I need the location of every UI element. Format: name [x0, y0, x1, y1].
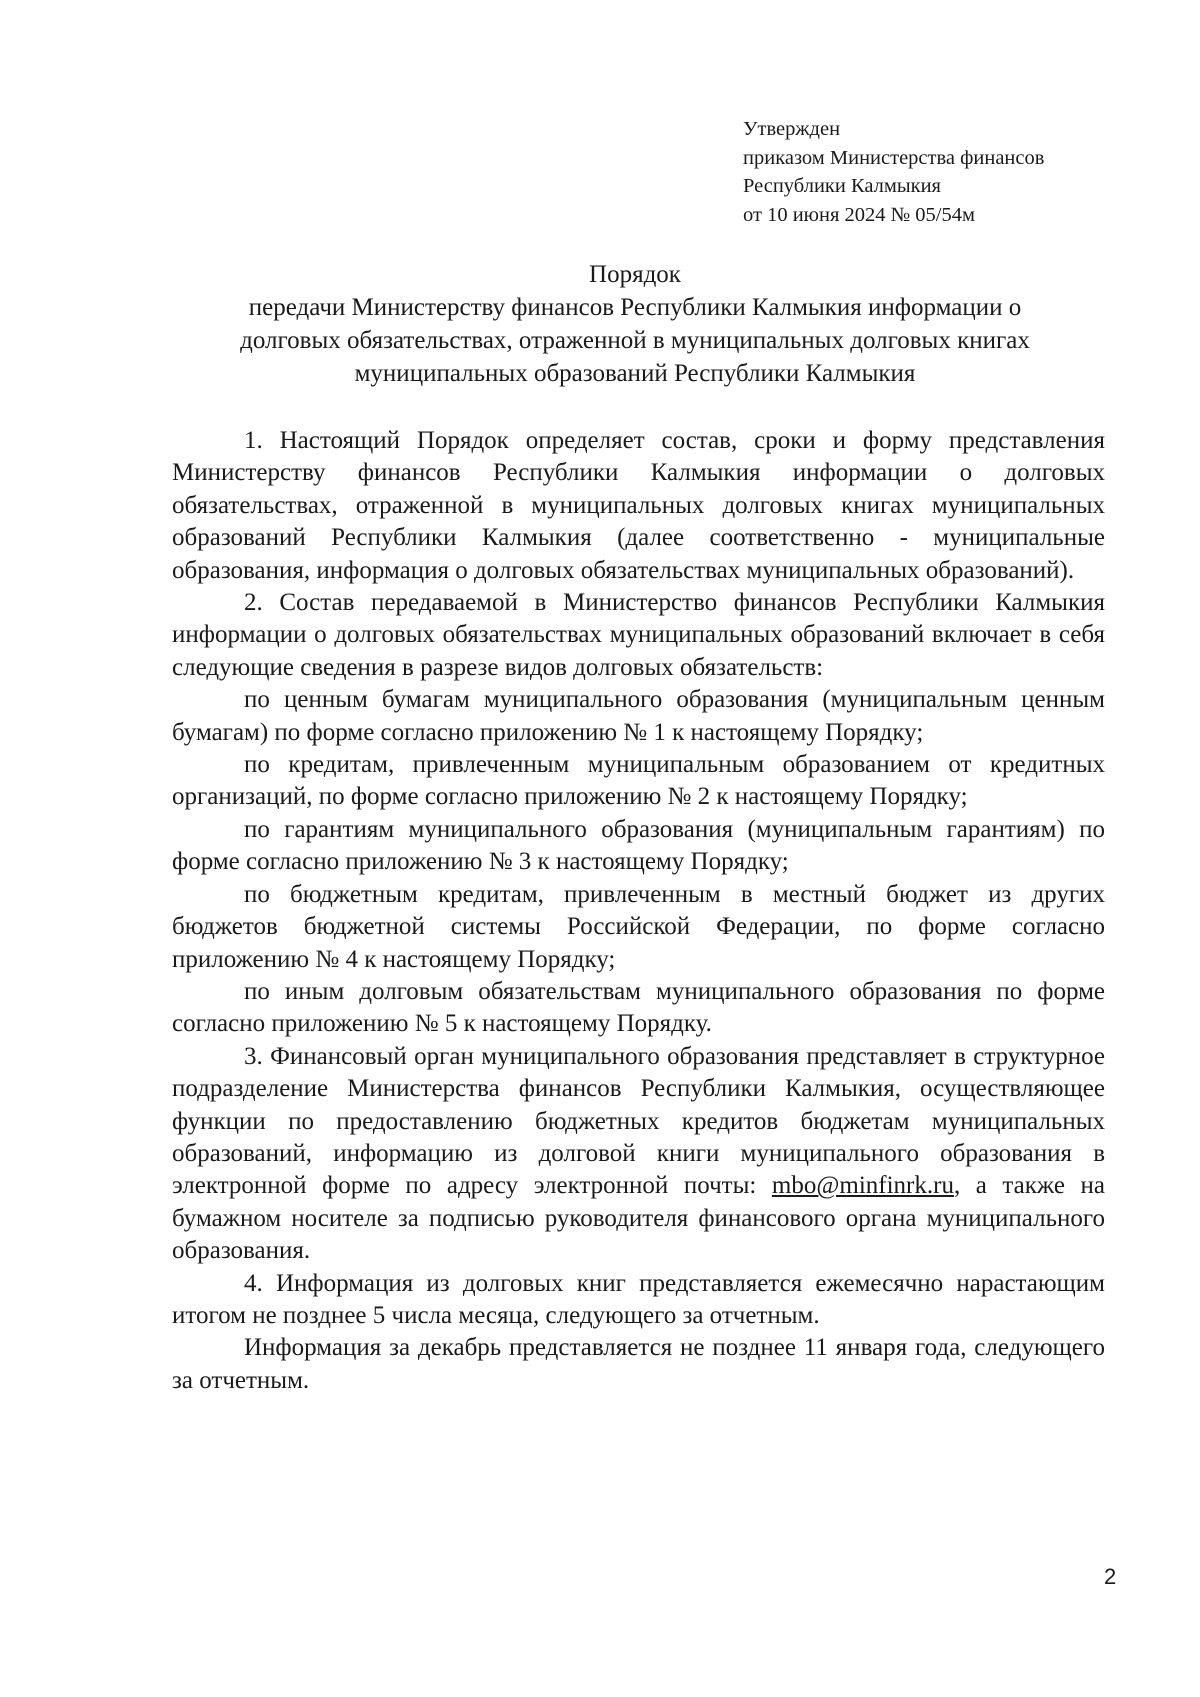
- approval-line: Республики Калмыкия: [743, 175, 941, 197]
- approval-date: от 10 июня 2024 № 05/54м: [743, 203, 975, 226]
- list-item-budget-credits: по бюджетным кредитам, привлеченным в местный бюджет из других бюджетов бюджетной системы Российской Федерации, по форме согласно приложению № 4 к настоящему Порядку;: [172, 880, 1105, 973]
- approval-line: приказом Министерства финансов: [743, 146, 1045, 169]
- title-line: муниципальных образований Республики Калмыкия: [354, 360, 916, 387]
- approval-stamp: [743, 115, 1044, 229]
- list-item-other-obligations: по иным долговым обязательствам муниципального образования по форме согласно приложению № 5 к настоящему Порядку.: [172, 977, 1105, 1038]
- document-title: [170, 258, 1100, 390]
- paragraph-4: 4. Информация из долговых книг представляется ежемесячно нарастающим итогом не позднее 5 числа месяца, следующего за отчетным.: [172, 1269, 1105, 1329]
- list-item-guarantees: по гарантиям муниципального образования (муниципальным гарантиям) по форме согласно приложению № 3 к настоящему Порядку;: [172, 815, 1105, 876]
- email-link[interactable]: mbo@minfinrk.ru: [771, 1172, 954, 1200]
- page-number: 2: [1104, 1564, 1117, 1589]
- paragraph-5: Информация за декабрь представляется не позднее 11 января года, следующего за отчетным.: [172, 1334, 1105, 1394]
- paragraph-3: [172, 1041, 1105, 1268]
- paragraph-3-text: 3. Финансовый орган муниципального образования представляет в структурное подразделение Министерства финансов Республики Калмыкия, осуществляющее функции по предоставлению бюджетных кредитов бюджетам муниципальных образований, информацию из долговой книги муниципального образования в электронной форме по адресу электронной почты:: [172, 1042, 1105, 1200]
- document-body: [172, 425, 1105, 1397]
- approval-line: Утвержден: [743, 118, 841, 140]
- title-line: передачи Министерству финансов Республики Калмыкия информации о: [248, 294, 1022, 321]
- paragraph-1: 1. Настоящий Порядок определяет состав, сроки и форму представления Министерству финансов Республики Калмыкия информации о долговых обязательствах, отраженной в муниципальных долговых книгах муниципальных образований Республики Калмыкия (далее соответственно - муниципальные образования, информация о долговых обязательствах муниципальных образований).: [172, 427, 1105, 584]
- list-item-securities: по ценным бумагам муниципального образования (муниципальным ценным бумагам) по форме согласно приложению № 1 к настоящему Порядку;: [172, 686, 1105, 746]
- list-item-credits: по кредитам, привлеченным муниципальным образованием от кредитных организаций, по форме согласно приложению № 2 к настоящему Порядку;: [172, 751, 1105, 811]
- title-line: долговых обязательствах, отраженной в муниципальных долговых книгах: [240, 327, 1030, 354]
- paragraph-3-text-end: , а также на бумажном носителе за подписью руководителя финансового органа муниципального образования.: [172, 1172, 1105, 1265]
- title-heading: Порядок: [589, 261, 681, 288]
- paragraph-2: 2. Состав передаваемой в Министерство финансов Республики Калмыкия информации о долговых обязательствах муниципальных образований включает в себя следующие сведения в разрезе видов долговых обязательств:: [172, 589, 1105, 681]
